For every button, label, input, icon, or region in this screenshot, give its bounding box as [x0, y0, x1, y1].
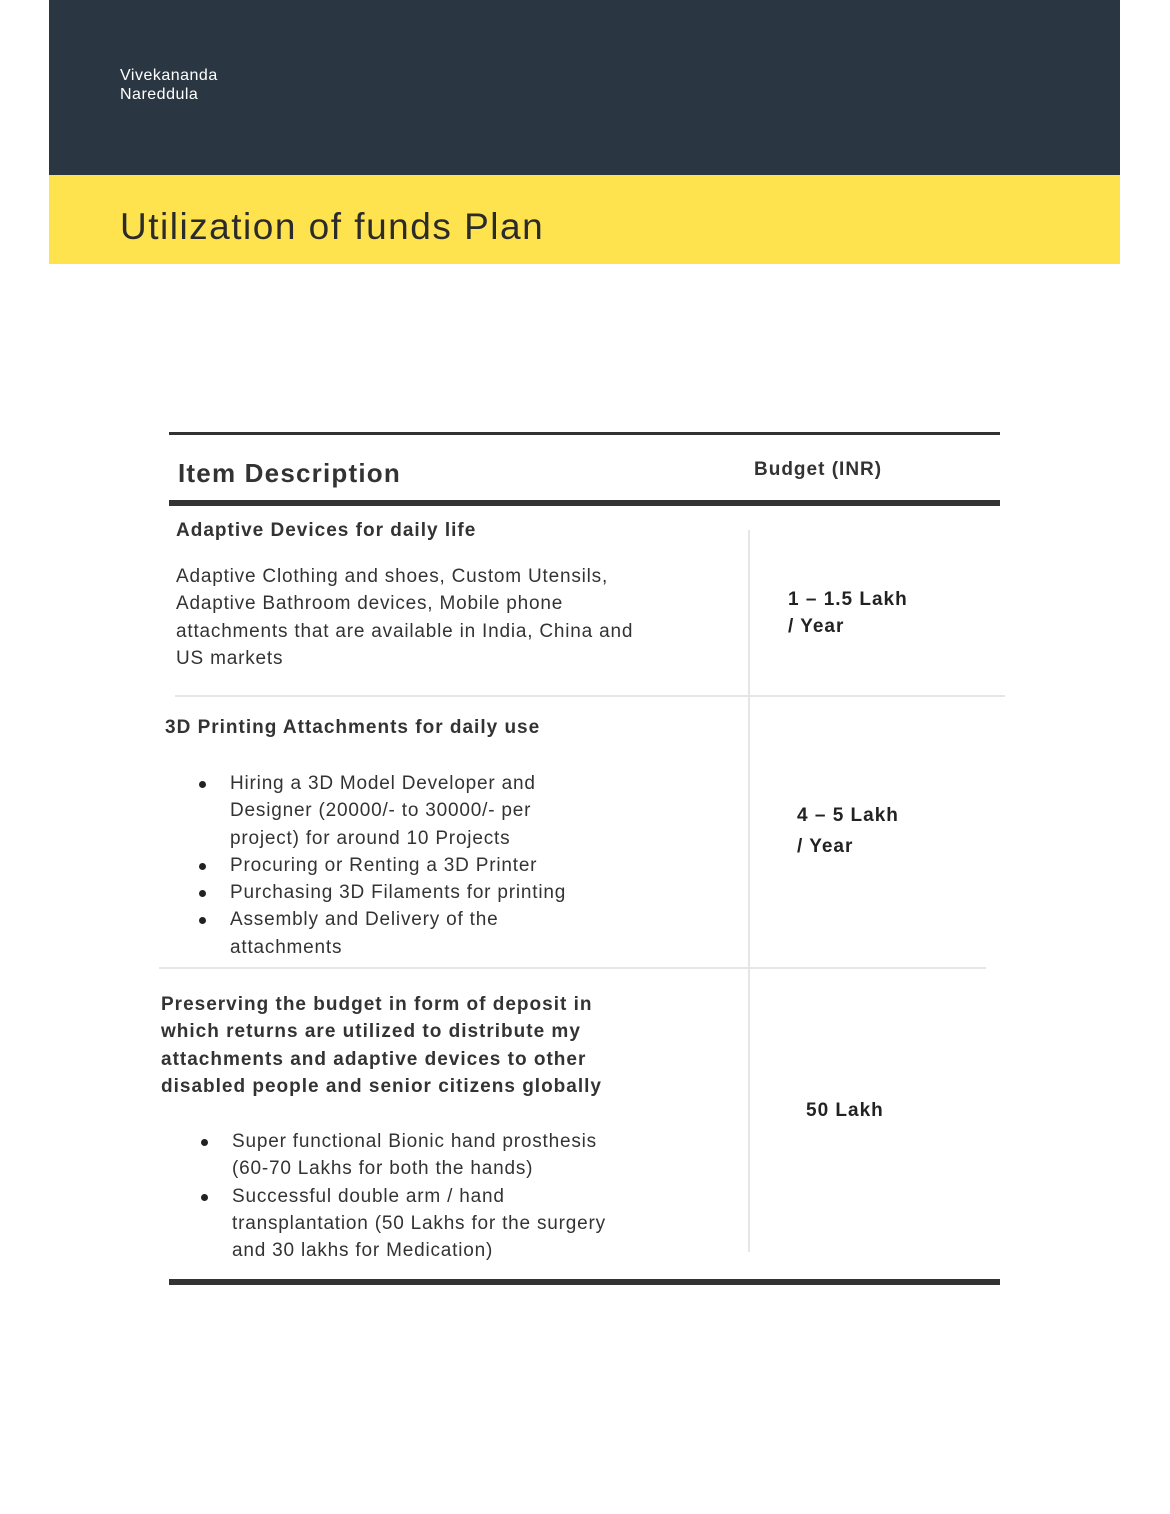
budget-amount: 1 – 1.5 Lakh [788, 589, 908, 610]
list-item-line: attachments [230, 936, 343, 958]
author-name [120, 66, 218, 104]
description-line: US markets [176, 647, 284, 669]
row-title-adaptive-devices: Adaptive Devices for daily life [176, 520, 477, 541]
budget-amount: 50 Lakh [806, 1100, 884, 1121]
row-title-3d-printing: 3D Printing Attachments for daily use [165, 717, 541, 738]
list-item-line: transplantation (50 Lakhs for the surgery [232, 1212, 606, 1234]
list-item-line: Hiring a 3D Model Developer and [230, 773, 536, 794]
budget-3d-printing [797, 800, 899, 862]
table-header-rule [169, 500, 1000, 506]
description-line: Adaptive Bathroom devices, Mobile phone [176, 593, 564, 615]
list-item [230, 906, 566, 961]
list-item [232, 1183, 606, 1265]
list-item-line: Super functional Bionic hand prosthesis [232, 1131, 597, 1152]
budget-adaptive-devices [788, 586, 908, 640]
list-item-line: Purchasing 3D Filaments for printing [230, 882, 567, 904]
budget-deposit [806, 1100, 884, 1122]
title-line: disabled people and senior citizens globally [161, 1075, 602, 1097]
author-last-name: Nareddula [120, 86, 199, 103]
budget-period: / Year [797, 836, 854, 857]
row-divider [159, 967, 986, 969]
list-item [230, 770, 566, 852]
column-divider [748, 530, 750, 1252]
list-item-line: (60-70 Lakhs for both the hands) [232, 1158, 534, 1180]
bullet-list-3d-printing [230, 770, 566, 961]
row-title-deposit [161, 991, 602, 1100]
title-line: which returns are utilized to distribute my [161, 1021, 581, 1043]
row-divider [175, 695, 1005, 697]
title-line: attachments and adaptive devices to other [161, 1048, 587, 1070]
page-title: Utilization of funds Plan [120, 206, 545, 247]
title-line: Preserving the budget in form of deposit in [161, 994, 593, 1015]
list-item-line: and 30 lakhs for Medication) [232, 1240, 494, 1262]
list-item-line: project) for around 10 Projects [230, 827, 511, 849]
bullet-list-deposit [232, 1128, 606, 1264]
column-header-budget: Budget (INR) [754, 459, 883, 480]
budget-period: / Year [788, 616, 845, 637]
list-item [230, 879, 566, 906]
table-bottom-rule [169, 1279, 1000, 1285]
row-description-adaptive-devices [176, 563, 633, 672]
list-item [230, 852, 566, 879]
column-header-description: Item Description [178, 458, 401, 488]
table-top-rule [169, 432, 1000, 435]
budget-amount: 4 – 5 Lakh [797, 805, 899, 826]
list-item [232, 1128, 606, 1183]
list-item-line: Designer (20000/- to 30000/- per [230, 800, 532, 822]
list-item-line: Procuring or Renting a 3D Printer [230, 854, 538, 876]
description-line: Adaptive Clothing and shoes, Custom Utensils, [176, 566, 609, 587]
list-item-line: Successful double arm / hand [232, 1185, 505, 1207]
list-item-line: Assembly and Delivery of the [230, 909, 499, 931]
author-first-name: Vivekananda [120, 67, 218, 84]
description-line: attachments that are available in India, China and [176, 620, 634, 642]
